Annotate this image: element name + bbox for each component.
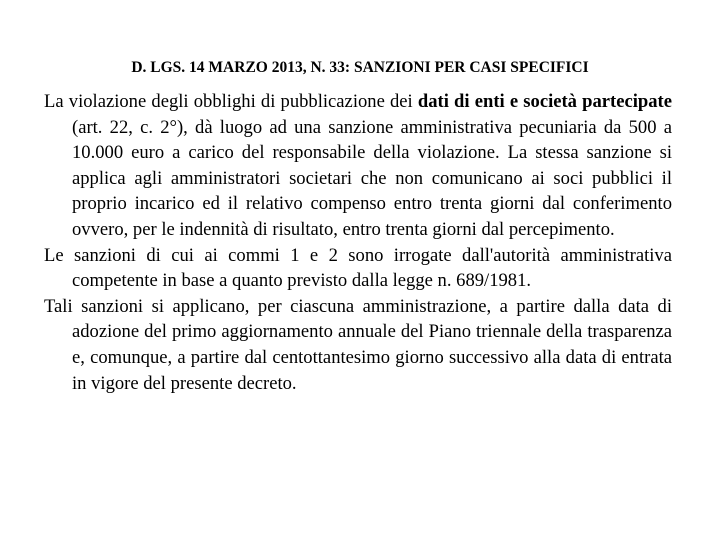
paragraph-bold-phrase: dati di enti e società partecipate: [417, 91, 672, 112]
paragraph-sanctions-authority: Le sanzioni di cui ai commi 1 e 2 sono irrogate dall'autorità amministrativa competente in base a quanto previsto dalla legge n. 689/1981.: [44, 244, 672, 292]
body-text: [44, 89, 672, 396]
paragraph-text-after: (art. 22, c. 2°), dà luogo ad una sanzione amministrativa pecuniaria da 500 a 10.000 euro a carico del responsabile della violazione. La stessa sanzione si applica agli amministratori societari che non comunicano ai soci pubblici il proprio incarico ed il relativo compenso entro trenta giorni dal conferimento ovvero, per le indennità di risultato, entro trenta giorni dal percepimento.: [72, 116, 672, 240]
page-title: D. LGS. 14 MARZO 2013, N. 33: SANZIONI PER CASI SPECIFICI: [131, 59, 589, 76]
paragraph-application-date: Tali sanzioni si applicano, per ciascuna amministrazione, a partire dalla data di adozione del primo aggiornamento annuale del Piano triennale della trasparenza e, comunque, a partire dal centottantesimo giorno successivo alla data di entrata in vigore del presente decreto.: [44, 295, 672, 394]
paragraph-violation: [44, 89, 672, 243]
paragraph-text-before: La violazione degli obblighi di pubblicazione dei: [44, 91, 418, 112]
